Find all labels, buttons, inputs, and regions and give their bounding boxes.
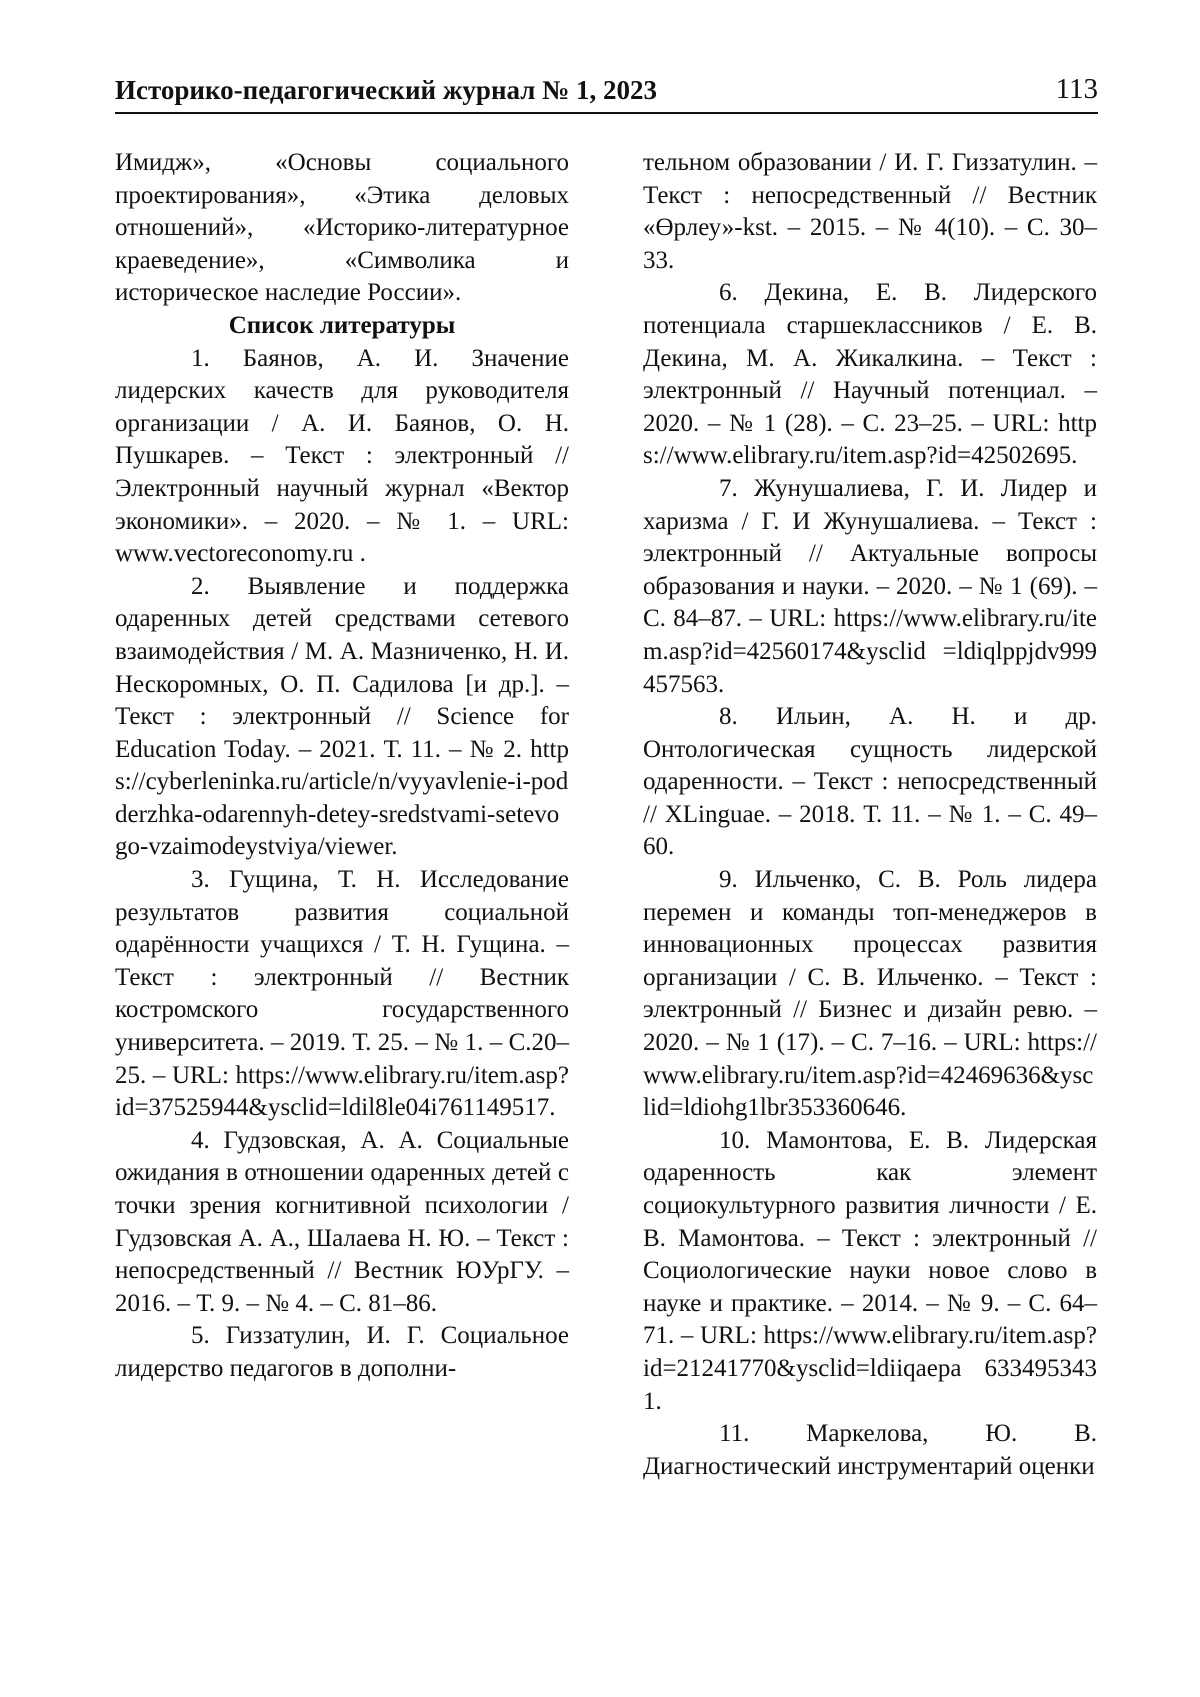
reference-item: 8. Ильин, А. Н. и др. Онтологическая сущность лидерской одаренности. – Текст : непосредственный // XLinguae. – 2018. Т. 11. – № 1. – С. 49–60. xyxy=(643,701,1097,864)
reference-item: 11. Маркелова, Ю. В. Диагностический инструментарий оценки xyxy=(643,1418,1097,1483)
reference-item: 3. Гущина, Т. Н. Исследование результатов развития социальной одарённости учащихся / Т. Н. Гущина. – Текст : электронный // Вестник костромского государственного университета. – 2019. Т. 25. – № 1. – С.20–25. – URL: https://www.elibrary.ru/item.asp?id=37525944&ysclid=ldil8le04i761149517. xyxy=(115,864,569,1125)
reference-url: https://www.elibrary.ru/item.asp?id=42560174&ysclid =ldiqlppjdv999457563. xyxy=(643,605,1097,697)
reference-text: 6. Декина, Е. В. Лидерского потенциала старшеклассников / Е. В. Декина, М. А. Жикалкина. – Текст : электронный // Научный потенциал. – 2020. – № 1 (28). – С. 23–25. – URL: xyxy=(643,279,1097,436)
journal-page xyxy=(0,0,1200,1697)
reference-text: 7. Жунушалиева, Г. И. Лидер и харизма / Г. И Жунушалиева. – Текст : электронный // Актуальные вопросы образования и науки. – 2020. – № 1 (69). – С. 84–87. – URL: xyxy=(643,475,1097,632)
reference-url: https://www.elibrary.ru/item.asp?id=42469636&ysclid=ldiohg1lbr353360646. xyxy=(643,1029,1097,1121)
reference-item xyxy=(643,277,1097,473)
reference-text: 10. Мамонтова, Е. В. Лидерская одаренность как элемент социокультурного развития личности / Е. В. Мамонтова. – Текст : электронный // Социологические науки новое слово в науке и практике. – 2014. – № 9. – С. 64–71. – URL: xyxy=(643,1127,1097,1350)
reference-item xyxy=(643,473,1097,701)
journal-title: Историко-педагогический журнал № 1, 2023 xyxy=(115,75,657,106)
reference-item xyxy=(643,1125,1097,1418)
reference-url: https://www.elibrary.ru/item.asp?id=42502695. xyxy=(643,410,1097,470)
reference-item: 1. Баянов, А. И. Значение лидерских качеств для руководителя организации / А. И. Баянов, О. Н. Пушкарев. – Текст : электронный // Электронный научный журнал «Вектор экономики». – 2020. – № 1. – URL: www.vectoreconomy.ru . xyxy=(115,343,569,571)
reference-text: 2. Выявление и поддержка одаренных детей средствами сетевого взаимодействия / М. А. Мазниченко, Н. И. Нескоромных, О. П. Садилова [и др.]. – Текст : электронный // Science for Education Today. – 2021. Т. 11. – № 2. xyxy=(115,573,569,763)
continuation-paragraph: тельном образовании / И. Г. Гиззатулин. – Текст : непосредственный // Вестник «Өрлеу»-kst. – 2015. – № 4(10). – С. 30–33. xyxy=(643,147,1097,277)
references-heading: Список литературы xyxy=(115,310,569,343)
reference-url: https://cyberleninka.ru/article/n/vyyavlenie-i-podderzhka-odarennyh-detey-sredstvami-setevogo-vzaimodeystviya/viewer. xyxy=(115,736,569,861)
intro-paragraph: Имидж», «Основы социального проектирования», «Этика деловых отношений», «Историко-литературное краеведение», «Символика и историческое наследие России». xyxy=(115,147,569,310)
reference-url: https://www.elibrary.ru/item.asp?id=21241770&ysclid=ldiiqaepa 6334953431. xyxy=(643,1322,1097,1414)
reference-item: 5. Гиззатулин, И. Г. Социальное лидерство педагогов в дополни- xyxy=(115,1320,569,1385)
running-header xyxy=(115,72,1098,114)
reference-text: 9. Ильченко, С. В. Роль лидера перемен и команды топ-менеджеров в инновационных процессах развития организации / С. В. Ильченко. – Текст : электронный // Бизнес и дизайн ревю. – 2020. – № 1 (17). – С. 7–16. – URL: xyxy=(643,866,1097,1056)
reference-item: 4. Гудзовская, А. А. Социальные ожидания в отношении одаренных детей с точки зрения когнитивной психологии / Гудзовская А. А., Шалаева Н. Ю. – Текст : непосредственный // Вестник ЮУрГУ. – 2016. – Т. 9. – № 4. – С. 81–86. xyxy=(115,1125,569,1321)
right-column xyxy=(643,147,1097,1483)
reference-item xyxy=(115,571,569,864)
left-column xyxy=(115,147,569,1386)
reference-item xyxy=(643,864,1097,1125)
page-number: 113 xyxy=(1056,73,1098,106)
